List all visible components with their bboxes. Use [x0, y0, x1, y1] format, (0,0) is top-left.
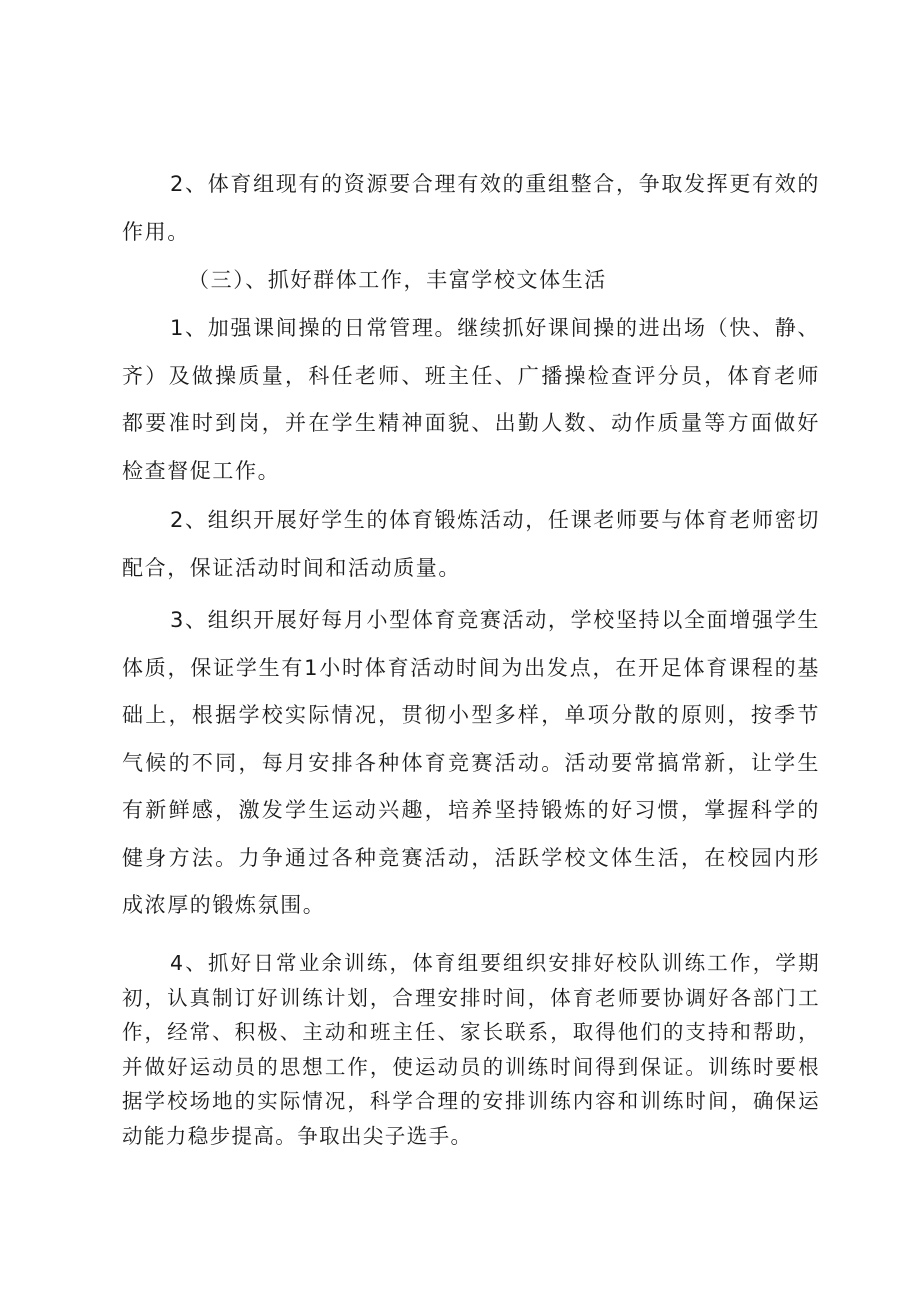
paragraph-resource-integration: 2、体育组现有的资源要合理有效的重组整合，争取发挥更有效的作用。	[122, 172, 820, 244]
paragraph-monthly-competitions: 3、组织开展好每月小型体育竞赛活动，学校坚持以全面增强学生体质，保证学生有1小时体育活动时间为出发点，在开足体育课程的基础上，根据学校实际情况，贯彻小型多样，单项分散的原则，按季节气候的不同，每月安排各种体育竞赛活动。活动要常搞常新，让学生有新鲜感，激发学生运动兴趣，培养坚持锻炼的好习惯，掌握科学的健身方法。力争通过各种竞赛活动，活跃学校文体生活，在校园内形成浓厚的锻炼氛围。	[122, 608, 820, 917]
paragraph-amateur-training: 4、抓好日常业余训练，体育组要组织安排好校队训练工作，学期初，认真制订好训练计划，合理安排时间，体育老师要协调好各部门工作，经常、积极、主动和班主任、家长联系，取得他们的支持和帮助，并做好运动员的思想工作，使运动员的训练时间得到保证。训练时要根据学校场地的实际情况，科学合理的安排训练内容和训练时间，确保运动能力稳步提高。争取出尖子选手。	[122, 951, 820, 1148]
paragraph-physical-training: 2、组织开展好学生的体育锻炼活动，任课老师要与体育老师密切配合，保证活动时间和活动质量。	[122, 508, 820, 580]
paragraph-exercise-management: 1、加强课间操的日常管理。继续抓好课间操的进出场（快、静、齐）及做操质量，科任老师、班主任、广播操检查评分员，体育老师都要准时到岗，并在学生精神面貌、出勤人数、动作质量等方面做好检查督促工作。	[122, 316, 820, 483]
section-heading-group-work: （三）、抓好群体工作，丰富学校文体生活	[188, 268, 607, 292]
